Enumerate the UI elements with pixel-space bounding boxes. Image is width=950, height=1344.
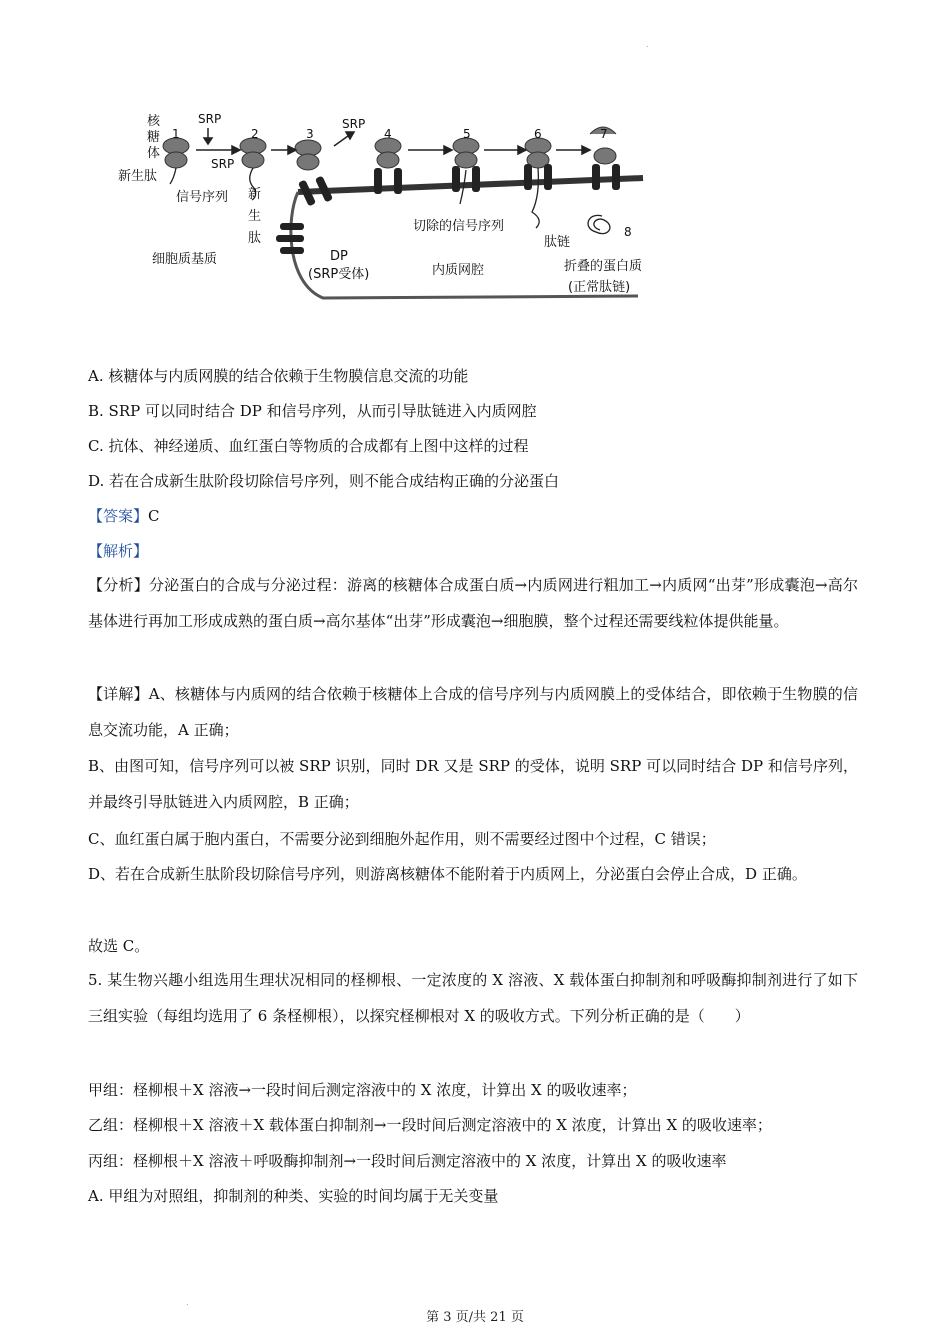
step-number-1: 1	[172, 127, 180, 141]
answer-line	[88, 506, 160, 526]
label-cut-signal: 切除的信号序列	[413, 219, 505, 234]
step-number-8: 8	[624, 225, 632, 239]
detail-a-text: A、核糖体与内质网的结合依赖于核糖体上合成的信号序列与内质网膜上的受体结合，即依赖于生物膜的信息交流功能，A 正确；	[88, 685, 858, 739]
option-a: A. 核糖体与内质网膜的结合依赖于生物膜信息交流的功能	[88, 367, 469, 385]
detail-tag: 【详解】	[88, 685, 149, 703]
step-number-4: 4	[384, 127, 392, 141]
label-srp-3: SRP	[342, 117, 366, 131]
ribosome-4	[375, 138, 401, 168]
option-c: C. 抗体、神经递质、血红蛋白等物质的合成都有上图中这样的过程	[88, 437, 529, 455]
analysis-tag: 【分析】	[88, 576, 149, 594]
label-ribosome-2: 糖	[147, 130, 161, 145]
label-new-peptide-v2: 生	[248, 209, 262, 224]
label-peptide-chain: 肽链	[544, 235, 571, 250]
answer-value: C	[148, 507, 160, 525]
page-footer: 第 3 页/共 21 页	[426, 1310, 524, 1325]
label-normal-chain: (正常肽链)	[568, 280, 631, 295]
step-number-3: 3	[306, 127, 314, 141]
label-dp: DP	[330, 249, 348, 264]
detail-d-paragraph: D、若在合成新生肽阶段切除信号序列，则游离核糖体不能附着于内质网上，分泌蛋白会停止合成，D 正确。	[88, 865, 807, 883]
question-5-stem: 5. 某生物兴趣小组选用生理状况相同的柽柳根、一定浓度的 X 溶液、X 载体蛋白抑制剂和呼吸酶抑制剂进行了如下三组实验（每组均选用了 6 条柽柳根），以探究柽柳根对 X 的吸收方式。下列分析正确的是（ ）	[88, 971, 858, 1025]
group-yi: 乙组：柽柳根＋X 溶液＋X 载体蛋白抑制剂→一段时间后测定溶液中的 X 浓度，计算出 X 的吸收速率；	[88, 1116, 772, 1134]
group-jia: 甲组：柽柳根＋X 溶液→一段时间后测定溶液中的 X 浓度，计算出 X 的吸收速率；	[88, 1081, 637, 1099]
analysis-text: 分泌蛋白的合成与分泌过程：游离的核糖体合成蛋白质→内质网进行粗加工→内质网“出芽”形成囊泡→高尔基体进行再加工形成成熟的蛋白质→高尔基体“出芽”形成囊泡→细胞膜，整个过程还需要线粒体提供能量。	[88, 576, 858, 630]
ribosome-6	[525, 138, 551, 168]
label-ribosome-1: 核	[147, 114, 161, 129]
analysis-heading: 【解析】	[88, 542, 149, 560]
ribosome-1	[163, 138, 189, 168]
label-srp-2: SRP	[211, 157, 235, 171]
detail-a-paragraph	[88, 676, 858, 748]
option-b: B. SRP 可以同时结合 DP 和信号序列，从而引导肽链进入内质网腔	[88, 402, 537, 420]
step-number-6: 6	[534, 127, 542, 141]
label-dp-receptor: (SRP受体)	[308, 267, 370, 282]
scan-dot-bottom: .	[186, 1298, 189, 1307]
label-er-lumen: 内质网腔	[432, 263, 485, 278]
label-ribosome-3: 体	[147, 146, 161, 161]
question-5-option-a: A. 甲组为对照组，抑制剂的种类、实验的时间均属于无关变量	[88, 1187, 499, 1205]
label-cytoplasm: 细胞质基质	[152, 252, 218, 267]
analysis-paragraph	[88, 567, 858, 639]
ribosome-5	[453, 138, 479, 168]
srp-pathway-diagram	[108, 108, 668, 313]
detail-c-paragraph: C、血红蛋白属于胞内蛋白，不需要分泌到细胞外起作用，则不需要经过图中个过程，C 错误；	[88, 830, 716, 848]
option-d: D. 若在合成新生肽阶段切除信号序列，则不能合成结构正确的分泌蛋白	[88, 472, 560, 490]
label-signal-sequence: 信号序列	[176, 190, 229, 205]
label-new-peptide-v3: 肽	[248, 231, 262, 246]
label-folded-protein: 折叠的蛋白质	[564, 259, 643, 274]
ribosome-3	[295, 140, 321, 170]
label-new-peptide-v1: 新	[248, 187, 262, 202]
step-number-7: 7	[600, 127, 608, 141]
group-bing: 丙组：柽柳根＋X 溶液＋呼吸酶抑制剂→一段时间后测定溶液中的 X 浓度，计算出 X 的吸收速率	[88, 1152, 727, 1170]
detail-b-paragraph: B、由图可知，信号序列可以被 SRP 识别，同时 DR 又是 SRP 的受体，说明 SRP 可以同时结合 DP 和信号序列，并最终引导肽链进入内质网腔，B 正确；	[88, 757, 858, 811]
step-number-5: 5	[463, 127, 471, 141]
conclusion: 故选 C。	[88, 937, 150, 955]
answer-tag: 【答案】	[88, 507, 149, 525]
label-srp-1: SRP	[198, 112, 222, 126]
label-new-peptide: 新生肽	[118, 169, 158, 184]
scan-dot: .	[646, 40, 649, 49]
ribosome-2	[240, 138, 266, 168]
step-number-2: 2	[251, 127, 259, 141]
